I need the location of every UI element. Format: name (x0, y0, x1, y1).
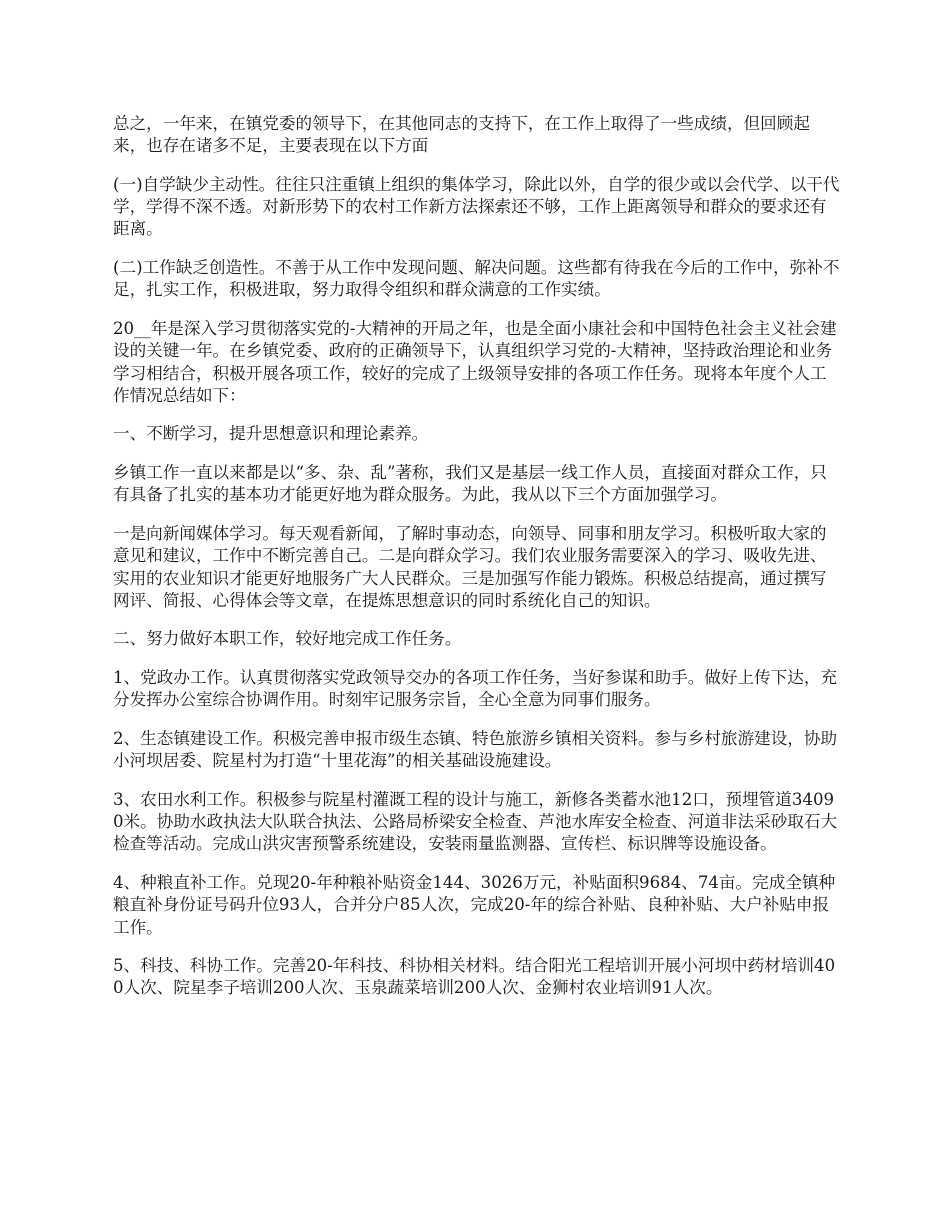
paragraph-learning-context: 乡镇工作一直以来都是以“多、杂、乱”著称，我们又是基层一线工作人员，直接面对群众工作，只有具备了扎实的基本功才能更好地为群众服务。为此，我从以下三个方面加强学习。 (113, 463, 827, 505)
paragraph-shortcoming-1: (一)自学缺少主动性。往往只注重镇上组织的集体学习，除此以外，自学的很少或以会代学、以干代学，学得不深不透。对新形势下的农村工作新方法探索还不够，工作上距离领导和群众的要求还有距离。 (113, 174, 840, 239)
paragraph-item-5: 5、科技、科协工作。完善20-年科技、科协相关材料。结合阳光工程培训开展小河坝中药材培训400人次、院星李子培训200人次、玉泉蔬菜培训200人次、金狮村农业培训91人次。 (113, 956, 836, 998)
paragraph-shortcoming-2: (二)工作缺乏创造性。不善于从工作中发现问题、解决问题。这些都有待我在今后的工作中，弥补不足，扎实工作，积极进取，努力取得令组织和群众满意的工作实绩。 (113, 258, 840, 300)
section-heading-2: 二、努力做好本职工作，较好地完成工作任务。 (113, 629, 462, 649)
paragraph-item-1: 1、党政办工作。认真贯彻落实党政领导交办的各项工作任务，当好参谋和助手。做好上传下达，充分发挥办公室综合协调作用。时刻牢记服务宗旨，全心全意为同事们服务。 (113, 668, 838, 710)
paragraph-summary: 总之，一年来，在镇党委的领导下，在其他同志的支持下，在工作上取得了一些成绩，但回顾起来，也存在诸多不足，主要表现在以下方面 (113, 114, 810, 156)
section-heading-1: 一、不断学习，提升思想意识和理论素养。 (113, 424, 429, 444)
paragraph-item-3: 3、农田水利工作。积极参与院星村灌溉工程的设计与施工，新修各类蓄水池12口，预埋管道34090米。协助水政执法大队联合执法、公路局桥梁安全检查、芦池水库安全检查、河道非法采砂取石大检查等活动。完成山洪灾害预警系统建设，安装雨量监测器、宣传栏、标识牌等设施设备。 (113, 789, 838, 854)
paragraph-learning-methods: 一是向新闻媒体学习。每天观看新闻，了解时事动态，向领导、同事和朋友学习。积极听取大家的意见和建议，工作中不断完善自己。二是向群众学习。我们农业服务需要深入的学习、吸收先进、实用的农业知识才能更好地服务广大人民群众。三是加强写作能力锻炼。积极总结提高，通过撰写网评、简报、心得体会等文章，在提炼思想意识的同时系统化自己的知识。 (113, 523, 827, 610)
paragraph-item-2: 2、生态镇建设工作。积极完善申报市级生态镇、特色旅游乡镇相关资料。参与乡村旅游建设，协助小河坝居委、院星村为打造“十里花海”的相关基础设施建设。 (113, 728, 838, 771)
paragraph-intro: 20__年是深入学习贯彻落实党的-大精神的开局之年，也是全面小康社会和中国特色社会主义社会建设的关键一年。在乡镇党委、政府的正确领导下，认真组织学习党的-大精神，坚持政治理论和业务学习相结合，积极开展各项工作，较好的完成了上级领导安排的各项工作任务。现将本年度个人工作情况总结如下： (113, 318, 837, 405)
document-body (113, 113, 843, 1016)
paragraph-item-4: 4、种粮直补工作。兑现20-年种粮补贴资金144、3026万元，补贴面积9684、74亩。完成全镇种粮直补身份证号码升位93人，合并分户85人次，完成20-年的综合补贴、良种补贴、大户补贴申报工作。 (113, 872, 836, 937)
